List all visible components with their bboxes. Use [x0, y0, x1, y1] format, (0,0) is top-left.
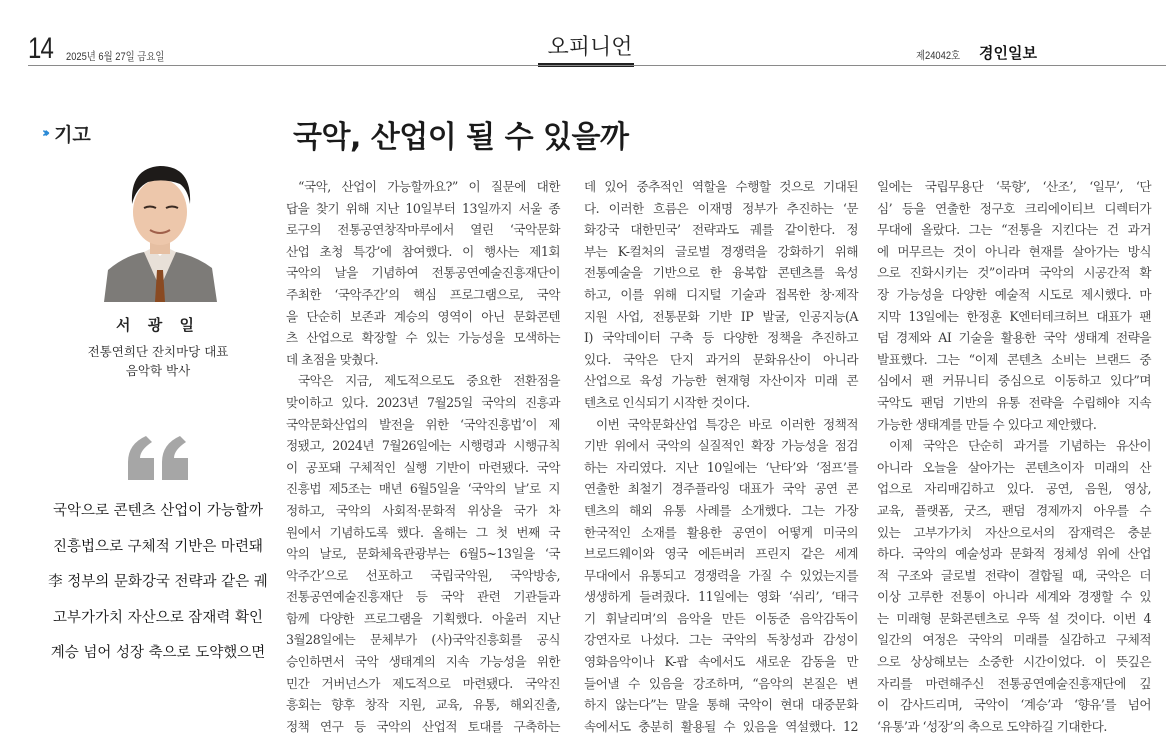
text-line: 으로 상상해보는 소중한 시간이었다. 이 뜻깊은 [877, 654, 1151, 670]
text-line: 있다. 국악은 단지 과거의 문화유산이 아니라 [584, 351, 858, 367]
newspaper-name: 경인일보 [979, 44, 1037, 62]
text-line: “국악, 산업이 가능할까요?” 이 질문에 대한 [298, 179, 560, 194]
text-line: 이 감사드리며, 국악이 ‘계승’과 ‘향유’를 넘어 [877, 697, 1151, 713]
pull-quote-line: 국악으로 콘텐츠 산업이 가능할까 [53, 503, 263, 519]
pull-quote-line: 고부가가치 자산으로 잠재력 확인 [53, 609, 263, 626]
text-line: 장 가능성을 다양한 예술적 시도로 제시했다. 마 [877, 286, 1151, 302]
text-line: 일에는 국립무용단 ‘묵향’, ‘산조’, ‘일무’, ‘단 [877, 179, 1151, 194]
text-line: 국악문화산업의 발전을 위한 ‘국악진흥법’이 제 [286, 416, 560, 432]
text-line: 업으로 자리매김하고 있다. 공연, 음원, 영상, [877, 481, 1151, 497]
text-line: 기반 위에서 국악의 실질적인 확장 가능성을 점검 [584, 438, 858, 454]
text-line: 하고, 이를 위해 디지털 기술과 접목한 창·제작 [584, 286, 858, 302]
text-line: 로구의 전통공연창작마루에서 열린 ‘국악문화 [286, 222, 560, 238]
text-line: 국악의 날을 기념하여 전통공연예술진흥재단이 [286, 265, 560, 281]
pull-quote-line: 李 정부의 문화강국 전략과 같은 궤 [48, 574, 268, 590]
text-line: 하는 자리였다. 지난 10일에는 ‘난타’와 ‘점프’를 [584, 459, 858, 475]
article-column-2 [584, 176, 858, 737]
text-line: 있는 고부가가치 자산으로서의 잠재력은 충분 [877, 524, 1151, 540]
text-line: 교육, 플랫폼, 굿즈, 팬덤 경제까지 아우를 수 [877, 502, 1151, 518]
text-line: 연출한 최철기 경주플라잉 대표가 국악 공연 콘 [584, 481, 858, 497]
article-column-1 [286, 176, 560, 737]
publication-date: 2025년 6월 27일 금요일 [66, 51, 165, 63]
text-line: 발표했다. 그는 “이제 콘텐츠 소비는 브랜드 중 [877, 351, 1151, 367]
text-line: I) 국악데이터 구축 등 다양한 정책을 추진하고 [584, 330, 858, 346]
text-line: 이제 국악은 단순히 과거를 기념하는 유산이 [889, 438, 1151, 454]
text-line: 맞이하고 있다. 2023년 7월25일 국악의 진흥과 [286, 394, 560, 410]
text-line: 으로 진화시키는 것”이라며 국악의 시공간적 확 [877, 265, 1151, 281]
text-line: 화강국 대한민국’ 전략과도 궤를 같이한다. 정 [584, 222, 858, 238]
text-line: 심에서 팬 커뮤니티 중심으로 이동하고 있다”며 [877, 373, 1151, 389]
text-line: 기 휘날리며’의 음악을 만든 이동준 음악감독이 [584, 610, 858, 626]
text-line: 다. 이러한 흐름은 이재명 정부가 추진하는 ‘문 [584, 200, 858, 216]
text-line: 악의 날로, 문화체육관광부는 6월5~13일을 ‘국 [286, 546, 560, 562]
text-line: 원에서 기념하도록 했다. 올해는 그 첫 번째 국 [286, 524, 560, 540]
text-line: 생생하게 들려줬다. 11일에는 영화 ‘쉬리’, ‘태극 [584, 589, 858, 605]
text-line: 이상 고루한 전통이 아니라 세계와 경쟁할 수 있 [877, 589, 1151, 605]
text-line: 전통공연예술진흥재단 등 국악 관련 기관들과 [286, 589, 560, 605]
category-label [42, 120, 91, 147]
text-line: 전통예술을 기반으로 한 융복합 콘텐츠를 육성 [584, 265, 858, 281]
text-line: 무대에서 유통되고 경쟁력을 가질 수 있었는지를 [584, 567, 858, 583]
text-line: 부는 K-컬처의 글로벌 경쟁력을 강화하기 위해 [584, 243, 858, 259]
text-line: 한국적인 소재를 활용한 공연이 어떻게 미국의 [584, 524, 858, 540]
text-line: 악주간’으로 선포하고 국립국악원, 국악방송, [286, 567, 560, 583]
text-line: 츠 산업으로 확장할 수 있는 가능성을 모색하는 [286, 330, 560, 346]
author-portrait-icon [104, 160, 217, 302]
author-name: 서 광 일 [116, 316, 200, 334]
text-line: 국악은 지금, 제도적으로도 중요한 전환점을 [298, 373, 560, 389]
author-role: 전통연희단 잔치마당 대표 [87, 344, 229, 359]
pull-quote-line: 진흥법으로 구체적 기반은 마련돼 [53, 538, 263, 555]
text-line: 하지 않는다”는 말을 통해 국악이 현대 대중문화 [584, 697, 858, 713]
text-line: 에 머무르는 것이 아니라 현재를 살아가는 방식 [877, 243, 1151, 259]
pull-quote-line: 계승 넘어 성장 축으로 도약했으면 [50, 645, 266, 661]
text-line: 정하고, 국악의 사회적·문화적 위상을 국가 차 [286, 502, 560, 518]
text-line: 브로드웨이와 영국 에든버러 프린지 같은 세계 [584, 546, 858, 562]
text-line: 산업으로 육성 가능한 현재형 자산이자 미래 콘 [584, 373, 858, 389]
text-line: 흥회는 향후 창작 지원, 교육, 유통, 해외진출, [286, 697, 560, 713]
author-degree: 음악학 박사 [125, 363, 191, 378]
text-line: 영화음악이나 K-팝 속에서도 새로운 감동을 만 [584, 654, 858, 670]
text-line: 을 단순히 보존과 계승의 영역이 아닌 문화콘텐 [286, 308, 560, 324]
category-text: 기고 [54, 124, 91, 146]
text-line: 이 공포돼 구체적인 실행 기반이 마련됐다. 국악 [286, 459, 560, 475]
text-line: 덤 경제와 AI 기술을 활용한 국악 생태계 전략을 [877, 330, 1151, 346]
article-headline: 국악, 산업이 될 수 있을까 [293, 120, 629, 155]
text-line: 이번 국악문화산업 특강은 바로 이러한 정책적 [596, 416, 858, 432]
text-line: 가능한 생태계를 만들 수 있다고 제안했다. [877, 416, 1097, 432]
text-line: 강연자로 나섰다. 그는 국악의 독창성과 감성이 [584, 632, 858, 648]
text-line: 텐츠로 인식되기 시작한 것이다. [584, 394, 750, 410]
text-line: 텐츠의 해외 유통 사례를 소개했다. 그는 가장 [584, 502, 858, 518]
text-line: 일간의 여정은 국악의 미래를 실감하고 구체적 [877, 632, 1151, 648]
author-photo [104, 160, 217, 302]
text-line: 정책 연구 등 국악의 산업적 토대를 구축하는 [286, 718, 560, 734]
text-line: 아니라 오늘을 살아가는 콘텐츠이자 미래의 산 [877, 459, 1151, 475]
text-line: 지원 사업, 전통문화 기반 IP 발굴, 인공지능(A [584, 308, 858, 324]
text-line: 하다. 국악의 예술성과 문화적 정체성 위에 산업 [877, 546, 1151, 562]
triple-chevron-icon: ››› [42, 126, 47, 141]
issue-number: 제24042호 [916, 50, 961, 62]
text-line: 답을 찾기 위해 지난 10일부터 13일까지 서울 종 [286, 200, 560, 216]
text-line: 속에서도 충분히 활용될 수 있음을 역설했다. 12 [584, 718, 858, 734]
masthead [28, 28, 1166, 68]
text-line: 지막 13일에는 한정훈 K엔터테크허브 대표가 팬 [877, 308, 1151, 324]
text-line: 들어낼 수 있음을 강조하며, “음악의 본질은 변 [584, 675, 858, 691]
text-line: 민간 거버넌스가 제도적으로 마련됐다. 국악진 [286, 675, 560, 691]
text-line: 산업 초청 특강’에 참여했다. 이 행사는 제1회 [286, 243, 560, 259]
text-line: 자리를 마련해주신 전통공연예술진흥재단에 깊 [877, 675, 1151, 691]
open-quote-icon [124, 434, 194, 484]
article-column-3 [877, 176, 1151, 737]
text-line: 데 초점을 맞췄다. [286, 351, 379, 367]
text-line: 무대에 올랐다. 그는 “전통을 지킨다는 건 과거 [877, 222, 1151, 238]
section-title: 오피니언 [547, 35, 633, 60]
text-line: 진흥법 제5조는 매년 6월5일을 ‘국악의 날’로 지 [286, 481, 560, 497]
text-line: 심’ 등을 연출한 정구호 크리에이티브 디렉터가 [877, 200, 1151, 216]
text-line: 국악도 팬덤 기반의 유통 전략을 수립해야 지속 [877, 394, 1151, 410]
text-line: 함께 다양한 프로그램을 기획했다. 아울러 지난 [286, 610, 560, 626]
masthead-rule [28, 65, 1166, 66]
text-line: 데 있어 중추적인 역할을 수행할 것으로 기대된 [584, 179, 858, 194]
text-line: 승인하면서 국악 생태계의 지속 가능성을 위한 [286, 654, 560, 670]
text-line: 는 미래형 문화콘텐츠로 우뚝 설 것이다. 이번 4 [877, 610, 1151, 626]
pull-quote [38, 494, 278, 672]
text-line: 정됐고, 2024년 7월26일에는 시행령과 시행규칙 [286, 438, 560, 454]
text-line: 적 구조와 글로벌 전략이 결합될 때, 국악은 더 [877, 567, 1151, 583]
text-line: 주최한 ‘국악주간’의 핵심 프로그램으로, 국악 [286, 286, 560, 302]
page-number: 14 [28, 32, 54, 65]
text-line: 3월28일에는 문체부가 (사)국악진흥회를 공식 [286, 632, 560, 648]
text-line: ‘유통’과 ‘성장’의 축으로 도약하길 기대한다. [877, 718, 1107, 734]
